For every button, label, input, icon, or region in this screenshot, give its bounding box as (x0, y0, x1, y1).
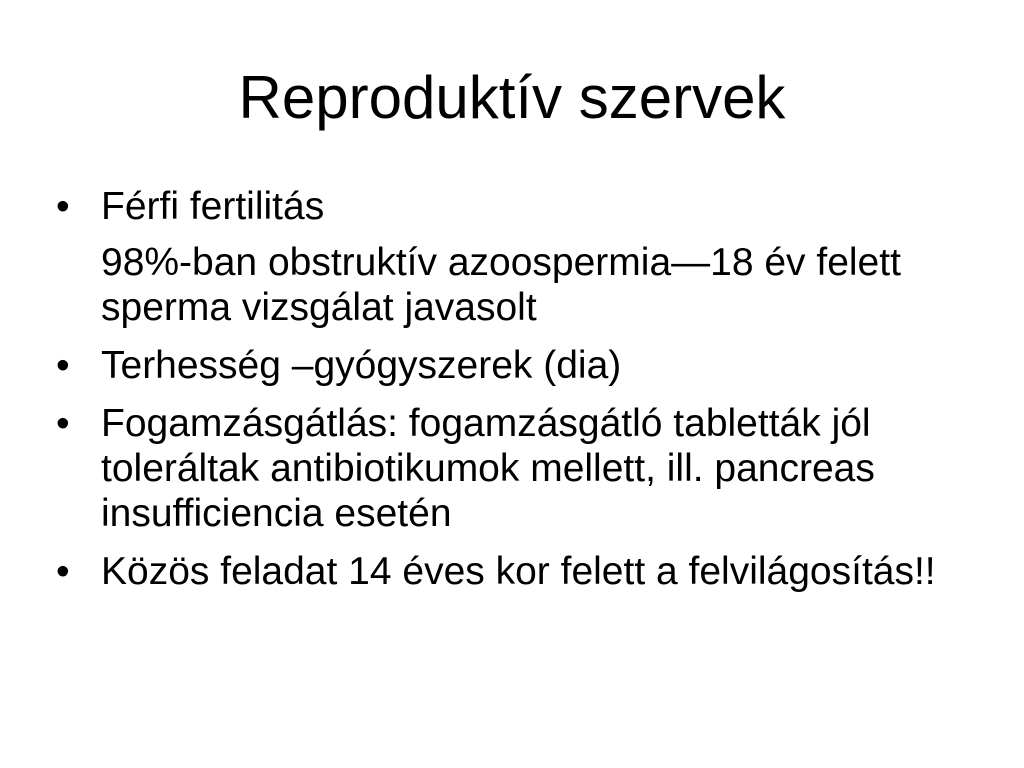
bullet-item-male-fertility (56, 184, 976, 330)
bullet-list (56, 184, 976, 607)
bullet-item-pregnancy (56, 343, 976, 388)
bullet-text: Férfi fertilitás (101, 185, 325, 228)
bullet-marker: • (56, 402, 70, 445)
bullet-item-contraception (56, 401, 976, 536)
bullet-item-education (56, 549, 976, 594)
bullet-marker: • (56, 550, 70, 593)
bullet-text: Fogamzásgátlás: fogamzásgátló tabletták jól toleráltak antibiotikumok mellett, ill. pancreas insufficiencia esetén (101, 402, 875, 535)
bullet-marker: • (56, 344, 70, 387)
bullet-marker: • (56, 185, 70, 228)
bullet-text: Közös feladat 14 éves kor felett a felvilágosítás!! (101, 550, 936, 593)
slide-title: Reproduktív szervek (238, 64, 786, 131)
bullet-text: Terhesség –gyógyszerek (dia) (101, 344, 622, 387)
bullet-subtext: 98%-ban obstruktív azoospermia—18 év felett sperma vizsgálat javasolt (101, 241, 901, 329)
